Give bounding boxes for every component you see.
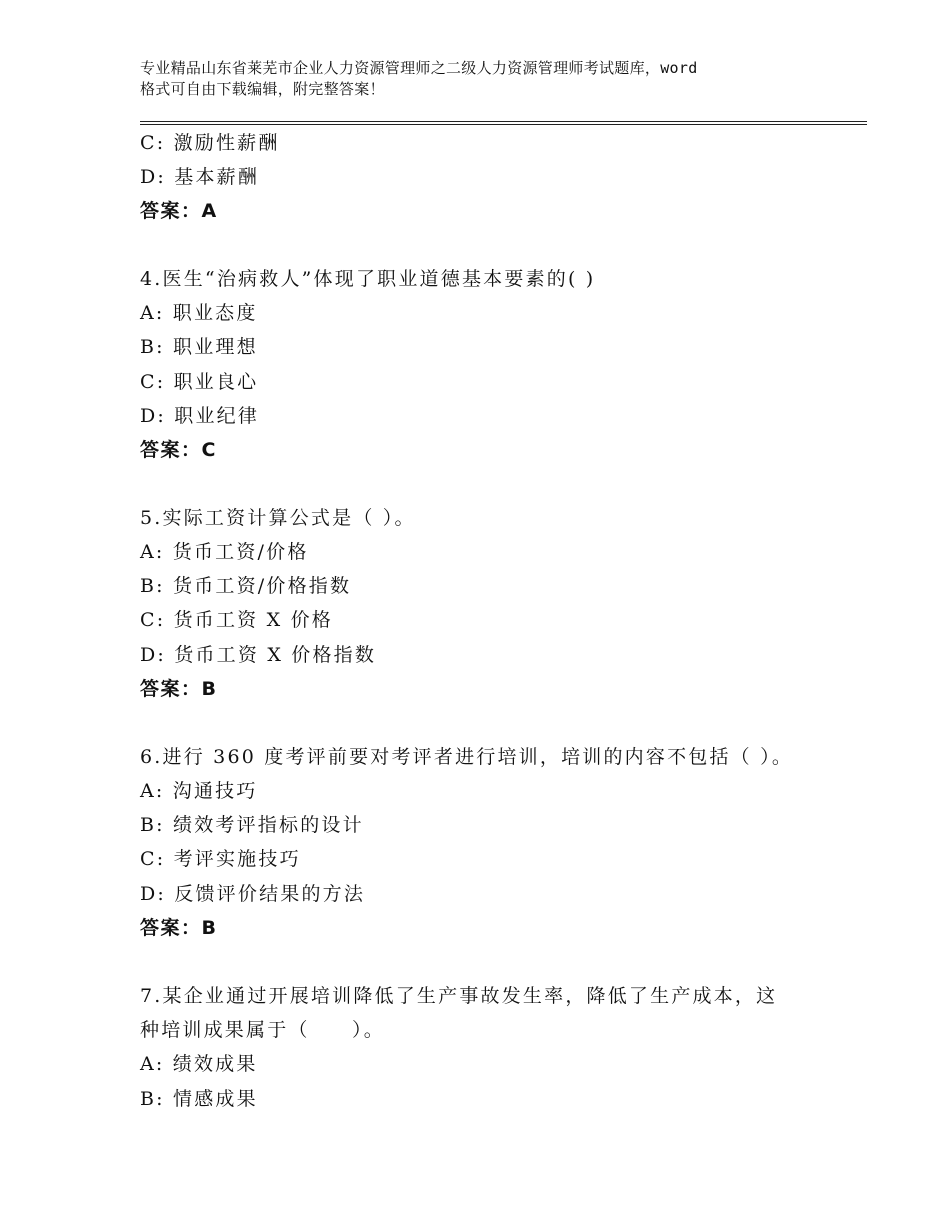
q5-option-d: D: 货币工资 X 价格指数 (140, 644, 377, 666)
q5-option-a: A: 货币工资/价格 (140, 541, 309, 563)
q6-option-c: C: 考评实施技巧 (140, 848, 301, 870)
q4-answer: 答案：C (140, 439, 217, 461)
q4-option-a: A: 职业态度 (140, 302, 258, 324)
q7-option-b: B: 情感成果 (140, 1088, 258, 1110)
q4-stem: 4.医生“治病救人”体现了职业道德基本要素的( ) (140, 268, 596, 290)
header-divider-bottom (140, 124, 867, 125)
q6-option-a: A: 沟通技巧 (140, 780, 258, 802)
q5-option-b: B: 货币工资/价格指数 (140, 575, 352, 597)
header-divider-top (140, 121, 867, 122)
q6-stem: 6.进行 360 度考评前要对考评者进行培训，培训的内容不包括（ ）。 (140, 746, 794, 768)
q5-answer: 答案：B (140, 678, 218, 700)
q7-stem-line-2: 种培训成果属于（ ）。 (140, 1019, 385, 1041)
q6-option-d: D: 反馈评价结果的方法 (140, 883, 366, 905)
document-header (140, 58, 830, 100)
q3-option-c: C: 激励性薪酬 (140, 132, 280, 154)
q6-option-b: B: 绩效考评指标的设计 (140, 814, 364, 836)
header-line-1: 专业精品山东省莱芜市企业人力资源管理师之二级人力资源管理师考试题库，word (140, 59, 698, 77)
q4-option-b: B: 职业理想 (140, 336, 258, 358)
q5-option-c: C: 货币工资 X 价格 (140, 609, 333, 631)
q3-answer: 答案：A (140, 200, 218, 222)
q4-option-d: D: 职业纪律 (140, 405, 260, 427)
q6-answer: 答案：B (140, 917, 218, 939)
q7-stem-line-1: 7.某企业通过开展培训降低了生产事故发生率，降低了生产成本，这 (140, 985, 778, 1007)
header-line-2: 格式可自由下载编辑，附完整答案！ (140, 80, 385, 98)
q4-option-c: C: 职业良心 (140, 371, 259, 393)
q7-option-a: A: 绩效成果 (140, 1053, 258, 1075)
q3-option-d: D: 基本薪酬 (140, 166, 260, 188)
q5-stem: 5.实际工资计算公式是（ ）。 (140, 507, 416, 529)
